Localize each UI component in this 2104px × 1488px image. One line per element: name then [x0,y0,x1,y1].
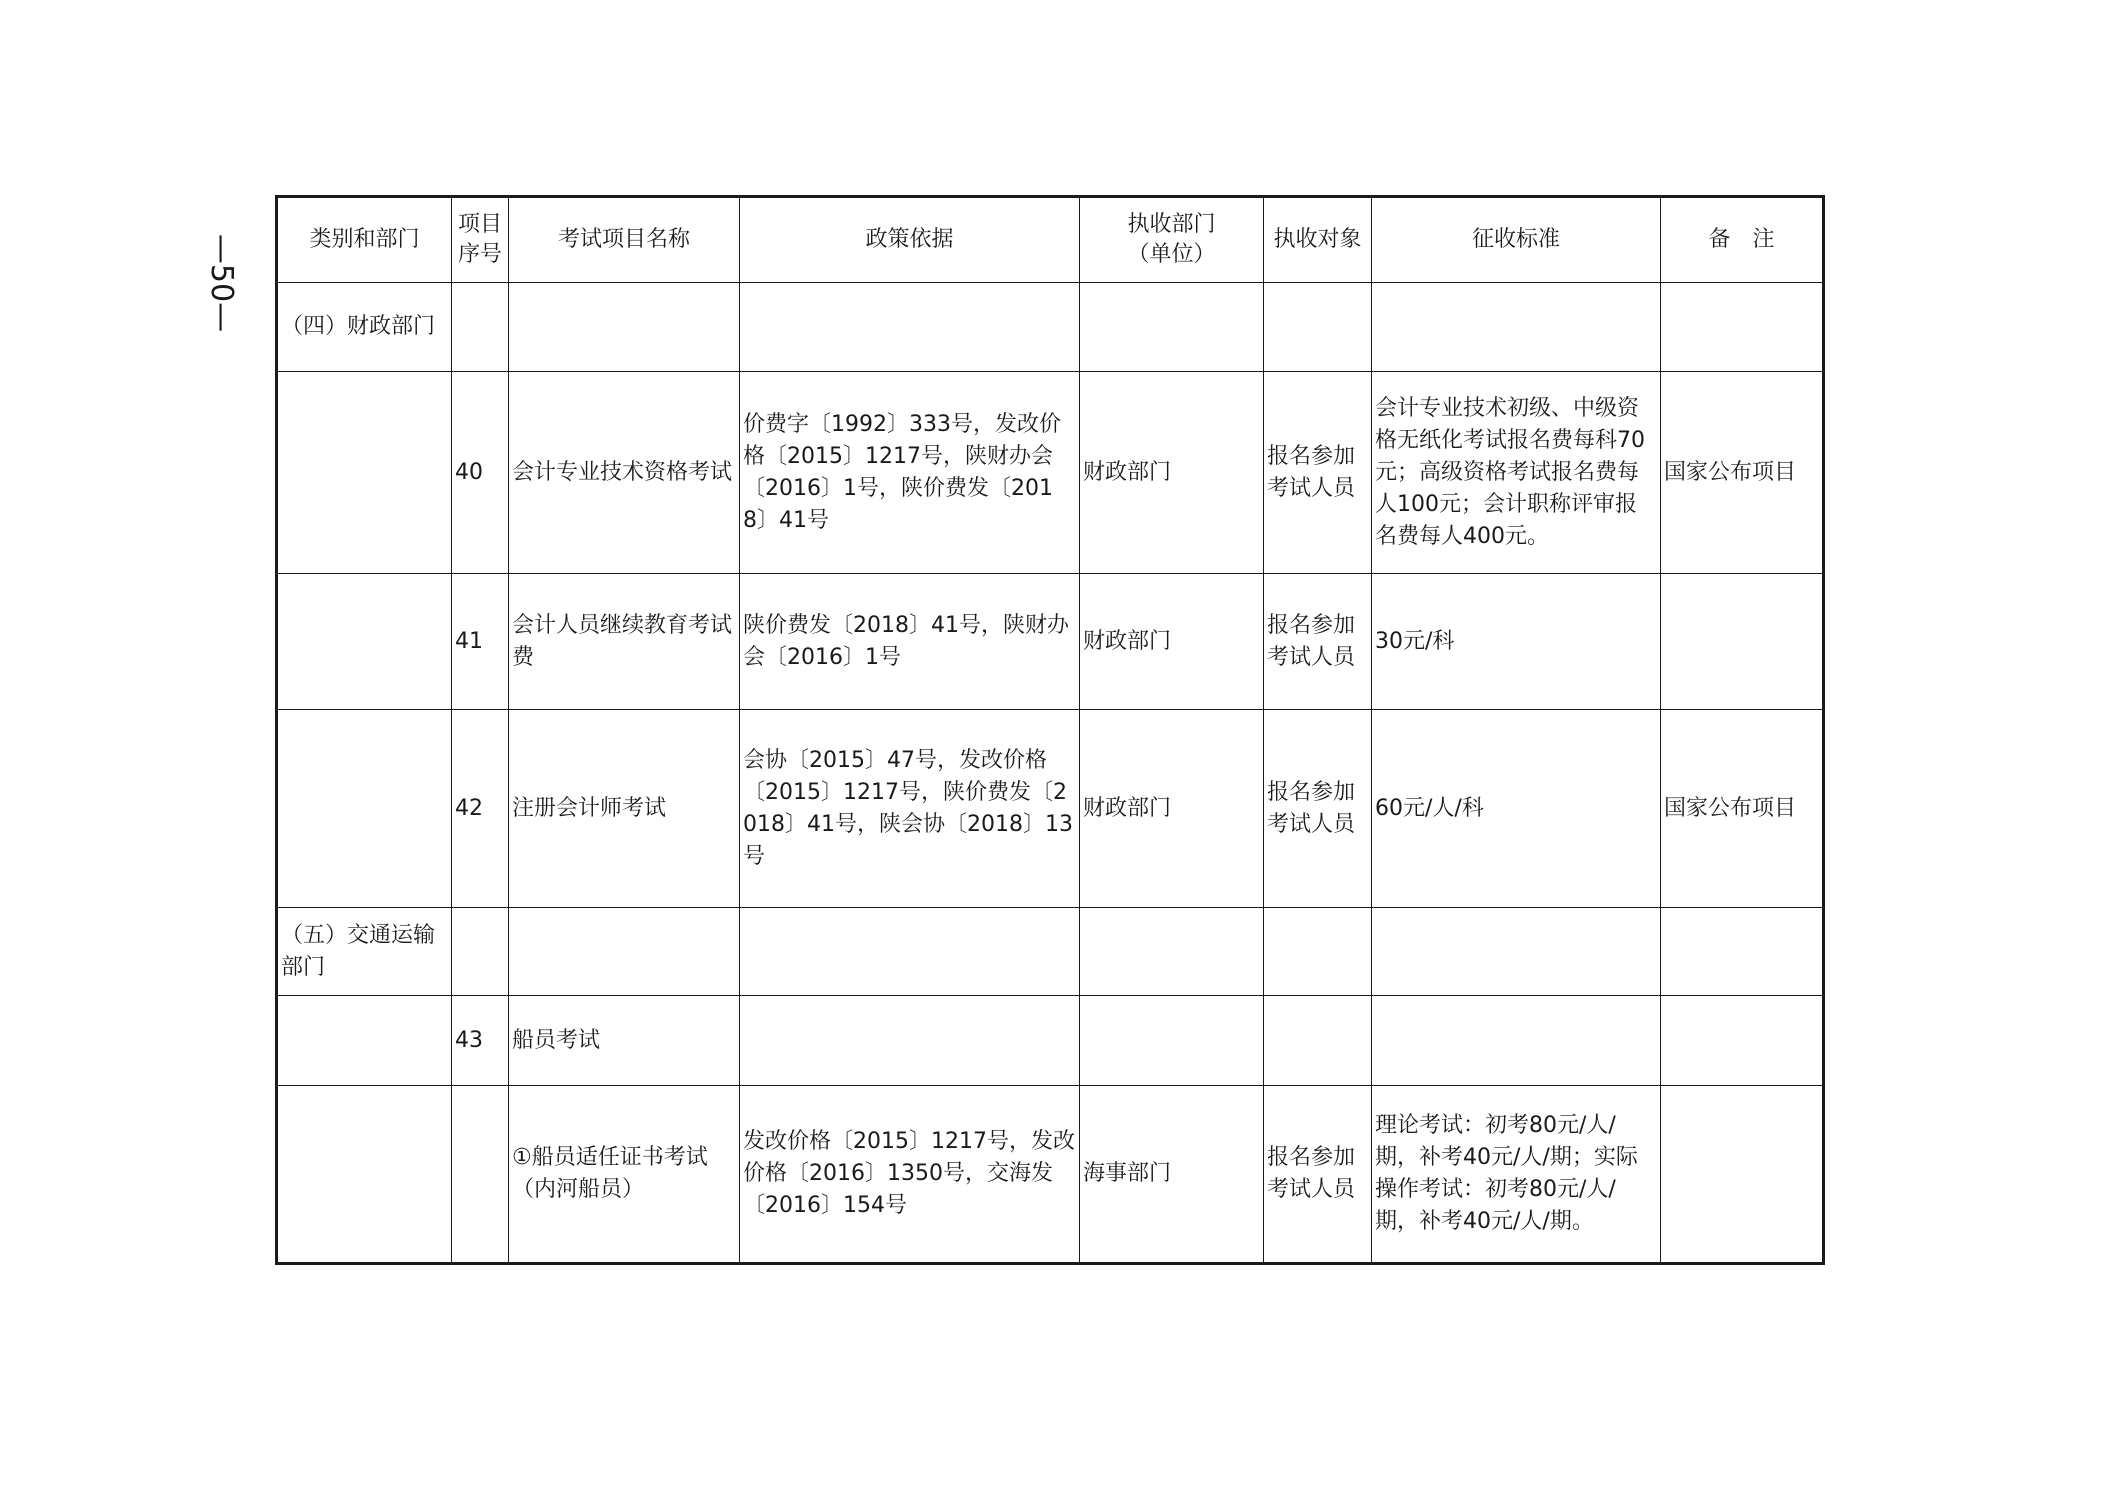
cell-standard: 理论考试：初考80元/人/期，补考40元/人/期；实际操作考试：初考80元/人/期，补考40元/人/期。 [1372,1086,1661,1264]
header-remark: 备 注 [1661,197,1824,283]
cell-item-no: 43 [452,996,509,1086]
cell-standard: 30元/科 [1372,574,1661,710]
cell-category [277,574,452,710]
cell-category: （四）财政部门 [277,283,452,372]
fee-table [275,195,1825,1265]
cell-remark [1661,996,1824,1086]
header-category: 类别和部门 [277,197,452,283]
table-row [277,710,1824,908]
cell-remark [1661,283,1824,372]
header-row [277,197,1824,283]
cell-target [1264,283,1372,372]
cell-remark: 国家公布项目 [1661,372,1824,574]
table-row [277,1086,1824,1264]
cell-exam-name: 船员考试 [509,996,740,1086]
cell-standard: 会计专业技术初级、中级资格无纸化考试报名费每科70元；高级资格考试报名费每人100元；会计职称评审报名费每人400元。 [1372,372,1661,574]
cell-category [277,1086,452,1264]
cell-policy [740,283,1080,372]
cell-item-no [452,908,509,996]
header-standard: 征收标准 [1372,197,1661,283]
table-row [277,996,1824,1086]
cell-target [1264,996,1372,1086]
cell-dept [1080,996,1264,1086]
cell-policy: 发改价格〔2015〕1217号，发改价格〔2016〕1350号，交海发〔2016〕154号 [740,1086,1080,1264]
cell-standard [1372,996,1661,1086]
cell-exam-name: ①船员适任证书考试（内河船员） [509,1086,740,1264]
cell-item-no [452,1086,509,1264]
cell-dept: 财政部门 [1080,574,1264,710]
header-item-no: 项目 序号 [452,197,509,283]
header-exam-name: 考试项目名称 [509,197,740,283]
cell-remark [1661,574,1824,710]
cell-remark: 国家公布项目 [1661,710,1824,908]
cell-dept: 海事部门 [1080,1086,1264,1264]
page-number: —50— [204,233,240,333]
cell-dept [1080,283,1264,372]
header-target: 执收对象 [1264,197,1372,283]
cell-policy: 价费字〔1992〕333号，发改价格〔2015〕1217号，陕财办会〔2016〕1号，陕价费发〔2018〕41号 [740,372,1080,574]
cell-remark [1661,908,1824,996]
cell-policy [740,996,1080,1086]
cell-remark [1661,1086,1824,1264]
cell-standard [1372,283,1661,372]
cell-dept [1080,908,1264,996]
cell-target: 报名参加考试人员 [1264,1086,1372,1264]
cell-target: 报名参加考试人员 [1264,710,1372,908]
cell-category: （五）交通运输部门 [277,908,452,996]
cell-item-no: 41 [452,574,509,710]
cell-exam-name [509,908,740,996]
table-row [277,908,1824,996]
cell-target: 报名参加考试人员 [1264,574,1372,710]
cell-item-no [452,283,509,372]
cell-exam-name: 注册会计师考试 [509,710,740,908]
cell-policy [740,908,1080,996]
cell-policy: 会协〔2015〕47号，发改价格〔2015〕1217号，陕价费发〔2018〕41号，陕会协〔2018〕13号 [740,710,1080,908]
table-row [277,283,1824,372]
table-row [277,574,1824,710]
cell-exam-name: 会计人员继续教育考试费 [509,574,740,710]
cell-dept: 财政部门 [1080,710,1264,908]
header-policy: 政策依据 [740,197,1080,283]
header-dept: 执收部门 （单位） [1080,197,1264,283]
cell-category [277,372,452,574]
cell-policy: 陕价费发〔2018〕41号，陕财办会〔2016〕1号 [740,574,1080,710]
cell-item-no: 42 [452,710,509,908]
cell-target [1264,908,1372,996]
table-row [277,372,1824,574]
cell-item-no: 40 [452,372,509,574]
cell-category [277,996,452,1086]
cell-dept: 财政部门 [1080,372,1264,574]
cell-exam-name: 会计专业技术资格考试 [509,372,740,574]
cell-category [277,710,452,908]
cell-standard [1372,908,1661,996]
cell-exam-name [509,283,740,372]
cell-standard: 60元/人/科 [1372,710,1661,908]
cell-target: 报名参加考试人员 [1264,372,1372,574]
